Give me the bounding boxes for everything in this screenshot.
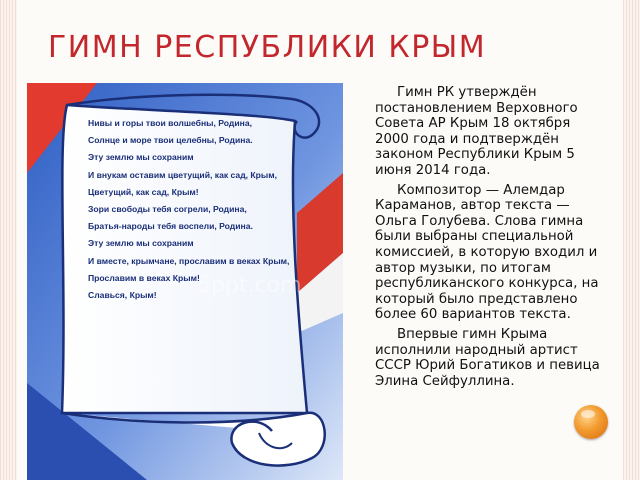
next-slide-button[interactable]	[574, 405, 608, 439]
lyric-line: Солнце и море твои целебны, Родина.	[88, 135, 253, 146]
watermark-text: 5ppt.com	[197, 273, 302, 298]
lyric-line: Эту землю мы сохраним	[88, 152, 194, 163]
anthem-lyrics	[88, 118, 288, 307]
paragraph-authors: Композитор — Алемдар Караманов, автор текста — Ольга Голубева. Слова гимна были выбраны специальной комиссией, в которую входил и автор музыки, по итогам республиканского конкурса, на который было представлено более 60 вариантов текста.	[375, 182, 599, 323]
lyric-line: Прославим в веках Крым!	[88, 272, 200, 283]
lyric-line: Братья-народы тебя воспели, Родина.	[88, 221, 253, 232]
left-border-decoration	[0, 0, 17, 480]
button-shine-icon	[581, 410, 595, 418]
right-border-decoration	[623, 0, 640, 480]
paragraph-adoption: Гимн РК утверждён постановлением Верховного Совета АР Крым 18 октября 2000 года и подтверждён законом Республики Крым 5 июня 2014 года.	[375, 85, 578, 178]
lyric-line: Эту землю мы сохраним	[88, 238, 194, 249]
lyric-line: Зори свободы тебя согрели, Родина,	[88, 203, 247, 214]
lyric-line: Нивы и горы твои волшебны, Родина,	[88, 118, 253, 128]
lyric-line: Славься, Крым!	[88, 289, 157, 300]
lyric-line: И вместе, крымчане, прославим в веках Крым,	[88, 255, 290, 266]
slide-title: ГИМН РЕСПУБЛИКИ КРЫМ	[48, 30, 487, 65]
paragraph-first-performance: Впервые гимн Крыма исполнили народный артист СССР Юрий Богатиков и певица Элина Сейфуллина.	[375, 326, 600, 389]
lyric-line: И внукам оставим цветущий, как сад, Крым,	[88, 169, 278, 180]
description-text	[375, 85, 605, 393]
lyric-line: Цветущий, как сад, Крым!	[88, 186, 199, 197]
